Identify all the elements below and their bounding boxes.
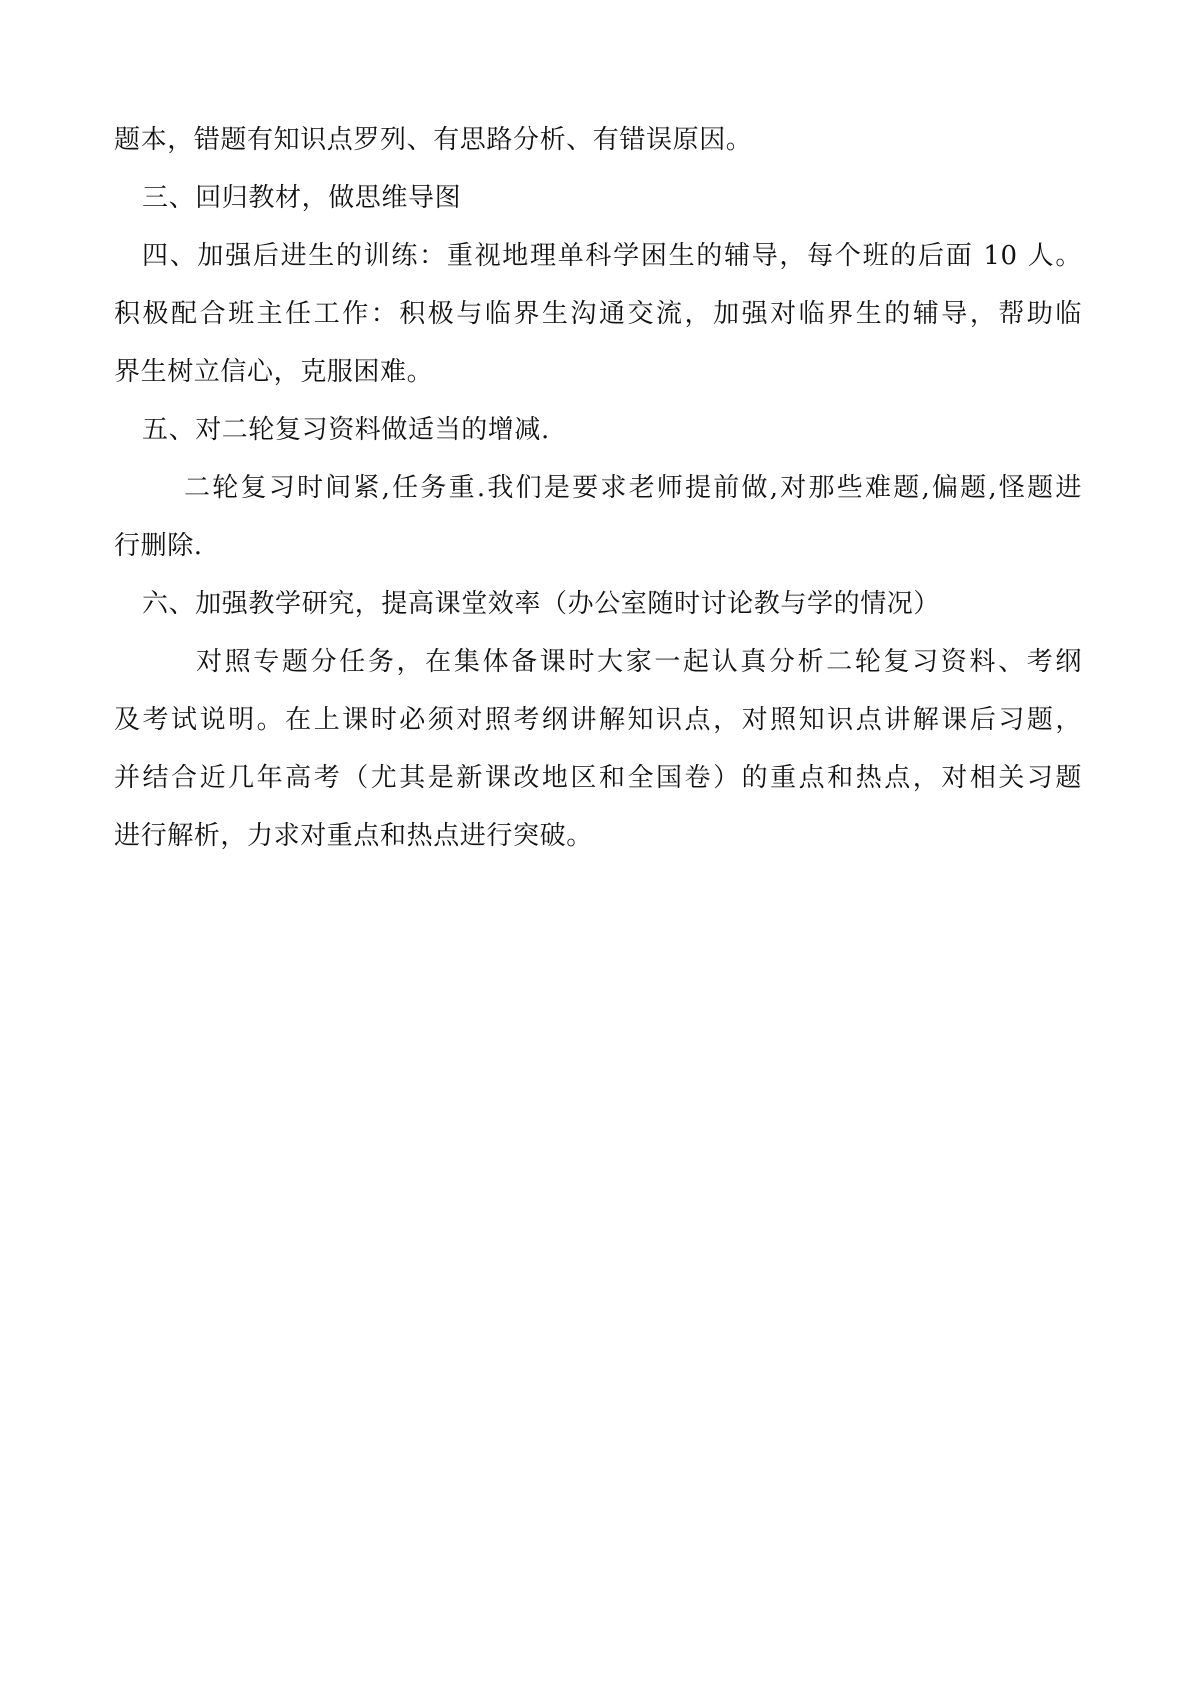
paragraph-line: 行删除. [114, 531, 203, 561]
paragraph-line: 题本，错题有知识点罗列、有思路分析、有错误原因。 [114, 125, 753, 155]
paragraph-line: 二轮复习时间紧,任务重.我们是要求老师提前做,对那些难题,偏题,怪题进 [184, 473, 1082, 503]
paragraph-line: 对照专题分任务，在集体备课时大家一起认真分析二轮复习资料、考纲 [196, 647, 1082, 677]
paragraph-line: 及考试说明。在上课时必须对照考纲讲解知识点，对照知识点讲解课后习题， [114, 705, 1082, 735]
section-heading-5: 五、对二轮复习资料做适当的增减. [142, 415, 550, 445]
section-heading-3: 三、回归教材，做思维导图 [142, 183, 462, 213]
paragraph-line: 界生树立信心，克服困难。 [114, 357, 434, 387]
paragraph-line: 并结合近几年高考（尤其是新课改地区和全国卷）的重点和热点，对相关习题 [114, 763, 1082, 793]
section-heading-4: 四、加强后进生的训练：重视地理单科学困生的辅导，每个班的后面 10 人。 [142, 241, 1082, 271]
paragraph-line: 积极配合班主任工作：积极与临界生沟通交流，加强对临界生的辅导，帮助临 [114, 299, 1082, 329]
paragraph-line: 进行解析，力求对重点和热点进行突破。 [114, 821, 593, 851]
section-heading-6: 六、加强教学研究，提高课堂效率（办公室随时讨论教与学的情况） [142, 589, 941, 619]
